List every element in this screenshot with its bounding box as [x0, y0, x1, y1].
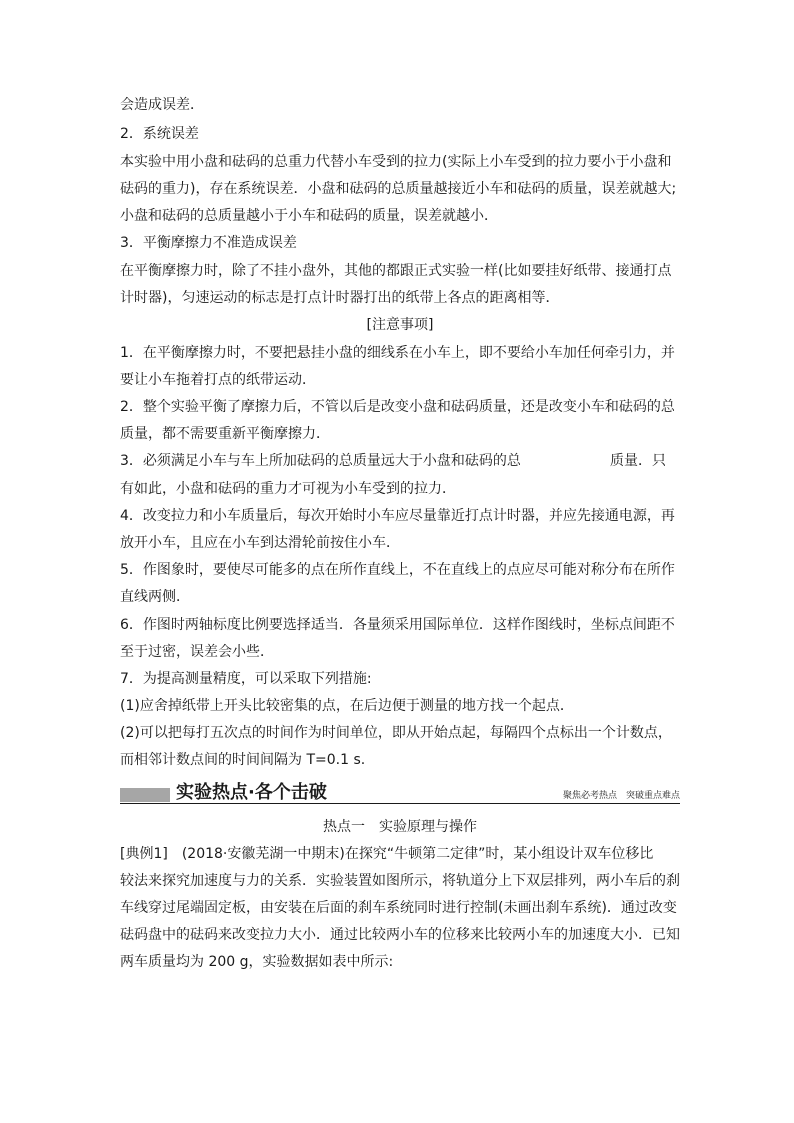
text-line — [120, 452, 680, 470]
text-line: 车线穿过尾端固定板，由安装在后面的刹车系统同时进行控制(未画出刹车系统)．通过改变 — [120, 900, 677, 916]
text-line: [典例1] (2018·安徽芜湖一中期末)在探究“牛顿第二定律”时，某小组设计双车位移比 — [120, 846, 654, 862]
text-line: 质量，都不需要重新平衡摩擦力． — [120, 426, 330, 442]
text-line: 较法来探究加速度与力的关系．实验装置如图所示，将轨道分上下双层排列，两小车后的刹 — [120, 873, 680, 889]
text-line: 计时器)，匀速运动的标志是打点计时器打出的纸带上各点的距离相等． — [120, 290, 560, 306]
text-line: 两车质量均为 200 g，实验数据如表中所示: — [120, 954, 394, 970]
text-segment: 3．必须满足小车与车上所加砝码的总质量远大于小盘和砝码的总 — [120, 453, 521, 469]
text-line: 要让小车拖着打点的纸带运动． — [120, 372, 316, 388]
text-line: 砝码盘中的砝码来改变拉力大小．通过比较两小车的位移来比较两小车的加速度大小．已知 — [120, 927, 680, 943]
item-heading: 3．平衡摩擦力不准造成误差 — [120, 235, 297, 251]
text-segment: 质量．只 — [610, 453, 666, 469]
text-line: 7．为提高测量精度，可以采取下列措施: — [120, 671, 372, 687]
section-heading: [注意事项] — [366, 317, 434, 333]
text-line: (2)可以把每打五次点的时间作为时间单位，即从开始点起，每隔四个点标出一个计数点， — [120, 725, 672, 741]
text-line: 5．作图象时，要使尽可能多的点在所作直线上，不在直线上的点应尽可能对称分布在所作 — [120, 562, 675, 578]
text-line: 1．在平衡摩擦力时，不要把悬挂小盘的细线系在小车上，即不要给小车加任何牵引力，并 — [120, 345, 675, 361]
text-line: 在平衡摩擦力时，除了不挂小盘外，其他的都跟正式实验一样(比如要挂好纸带、接通打点 — [120, 263, 672, 279]
banner-title: 实验热点·各个击破 — [176, 782, 327, 803]
text-line: 砝码的重力)，存在系统误差．小盘和砝码的总质量越接近小车和砝码的质量，误差就越大; — [120, 181, 677, 197]
section-banner — [120, 782, 680, 804]
text-line: (1)应舍掉纸带上开头比较密集的点，在后边便于测量的地方找一个起点． — [120, 698, 574, 714]
text-line: 2．整个实验平衡了摩擦力后，不管以后是改变小盘和砝码质量，还是改变小车和砝码的总 — [120, 399, 675, 415]
text-line: 6．作图时两轴标度比例要选择适当．各量须采用国际单位．这样作图线时，坐标点间距不 — [120, 617, 675, 633]
banner-rule — [120, 803, 680, 804]
text-line: 有如此，小盘和砝码的重力才可视为小车受到的拉力． — [120, 481, 456, 497]
item-heading: 2．系统误差 — [120, 126, 199, 142]
text-line: 会造成误差． — [120, 97, 204, 113]
text-line: 小盘和砝码的总质量越小于小车和砝码的质量，误差就越小． — [120, 208, 498, 224]
text-line: 而相邻计数点间的时间间隔为 T=0.1 s. — [120, 752, 366, 768]
banner-bar — [120, 788, 170, 802]
text-line: 放开小车，且应在小车到达滑轮前按住小车． — [120, 535, 400, 551]
hotspot-heading: 热点一 实验原理与操作 — [323, 819, 477, 835]
text-line: 4．改变拉力和小车质量后，每次开始时小车应尽量靠近打点计时器，并应先接通电源，再 — [120, 508, 675, 524]
text-line: 本实验中用小盘和砝码的总重力代替小车受到的拉力(实际上小车受到的拉力要小于小盘和 — [120, 154, 672, 170]
text-line: 直线两侧． — [120, 589, 190, 605]
banner-tagline: 聚焦必考热点 突破重点难点 — [562, 791, 680, 801]
text-line: 至于过密，误差会小些． — [120, 644, 274, 660]
